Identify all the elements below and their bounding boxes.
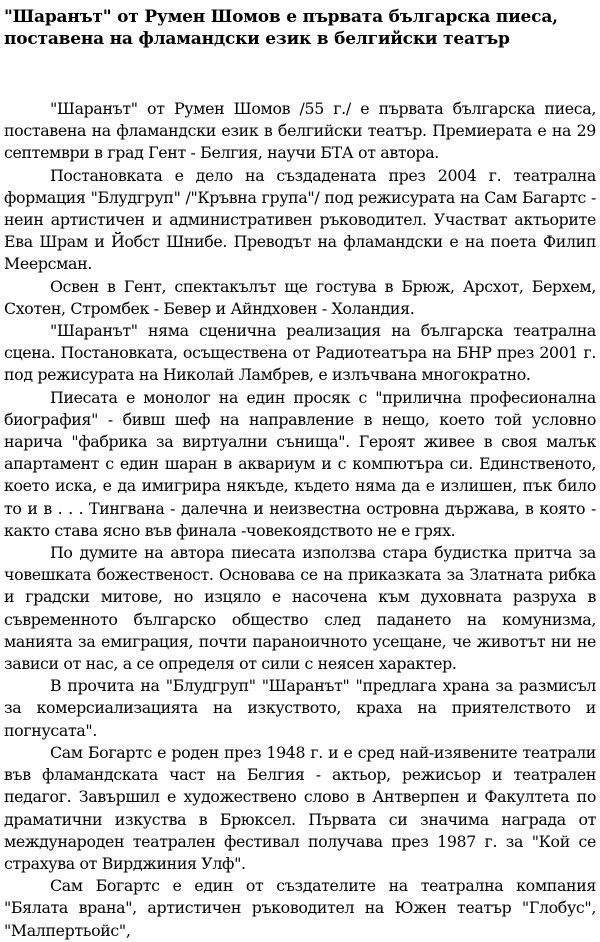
paragraph-director-companies: Сам Богартс е един от създателите на театрална компания "Бялата врана", артистичен ръководител на Южен театър "Глобус", "Малпертьойс",: [4, 876, 596, 940]
paragraph-director-bio: Сам Богартс е роден през 1948 г. и е сред най-изявените театрали във фламандската част на Белгия - актьор, режисьор и театрален педагог. Завършил е художествено слово в Антверпен и Факултета по драматични изкуства в Брюксел. Първата си значима награда от международен театрален фестивал получава през 1987 г. за "Кой се страхува от Вирджиния Улф".: [4, 742, 596, 873]
article-title: "Шаранът" от Румен Шомов е първата българска пиеса, поставена на фламандски език в белгийски театър: [4, 7, 558, 49]
paragraph-radio: "Шаранът" няма сценична реализация на българска театрална сцена. Постановката, осъществена от Радиотеатъра на БНР през 2001 г. под режисурата на Николай Ламбрев, е излъчвана многократно.: [4, 321, 596, 385]
paragraph-production: Постановката е дело на създадената през 2004 г. театрална формация "Блудгруп" /"Кръвна група"/ под режисурата на Сам Багартс - неин артистичен и административен ръководител. Участват актьорите Ева Шрам и Йобст Шнибе. Преводът на фламандски е на поета Филип Меерсман.: [4, 165, 596, 274]
paragraph-bloodgroup: В прочита на "Блудгруп" "Шаранът" "предлага храна за размисъл за комерсиализацията на изкуството, краха на приятелството и погнусата".: [4, 676, 596, 740]
paragraph-tour: Освен в Гент, спектакълът ще гостува в Брюж, Арсхот, Берхем, Схотен, Стромбек - Бевер и Айндховен - Холандия.: [4, 276, 596, 318]
paragraph-author-words: По думите на автора пиесата използва стара будистка притча за човешката божественост. Основава се на приказката за Златната рибка и градски митове, но изцяло е насочена към духовната разруха в съвременното българско общество след падането на комунизма, манията за емиграция, почти параноичното усещане, че животът ни не зависи от нас, а се определя от сили с неясен характер.: [4, 543, 596, 674]
article-body: [0, 98, 600, 942]
paragraph-premiere: "Шаранът" от Румен Шомов /55 г./ е първата българска пиеса, поставена на фламандски език в белгийски театър. Премиерата е на 29 септември в град Гент - Белгия, научи БТА от автора.: [4, 99, 596, 163]
paragraph-plot: Пиесата е монолог на един просяк с "прилична професионална биография" - бивш шеф на направление в нещо, което той условно нарича "фабрика за виртуални сънища". Героят живее в своя малък апартамент с един шаран в аквариум и с компютъра си. Единственото, което иска, е да имигрира някъде, където няма да е излишен, пък било то и в . . . Тингвана - далечна и неизвестна островна държава, в която - както става ясно във финала -човекоядството не е грях.: [4, 387, 596, 540]
